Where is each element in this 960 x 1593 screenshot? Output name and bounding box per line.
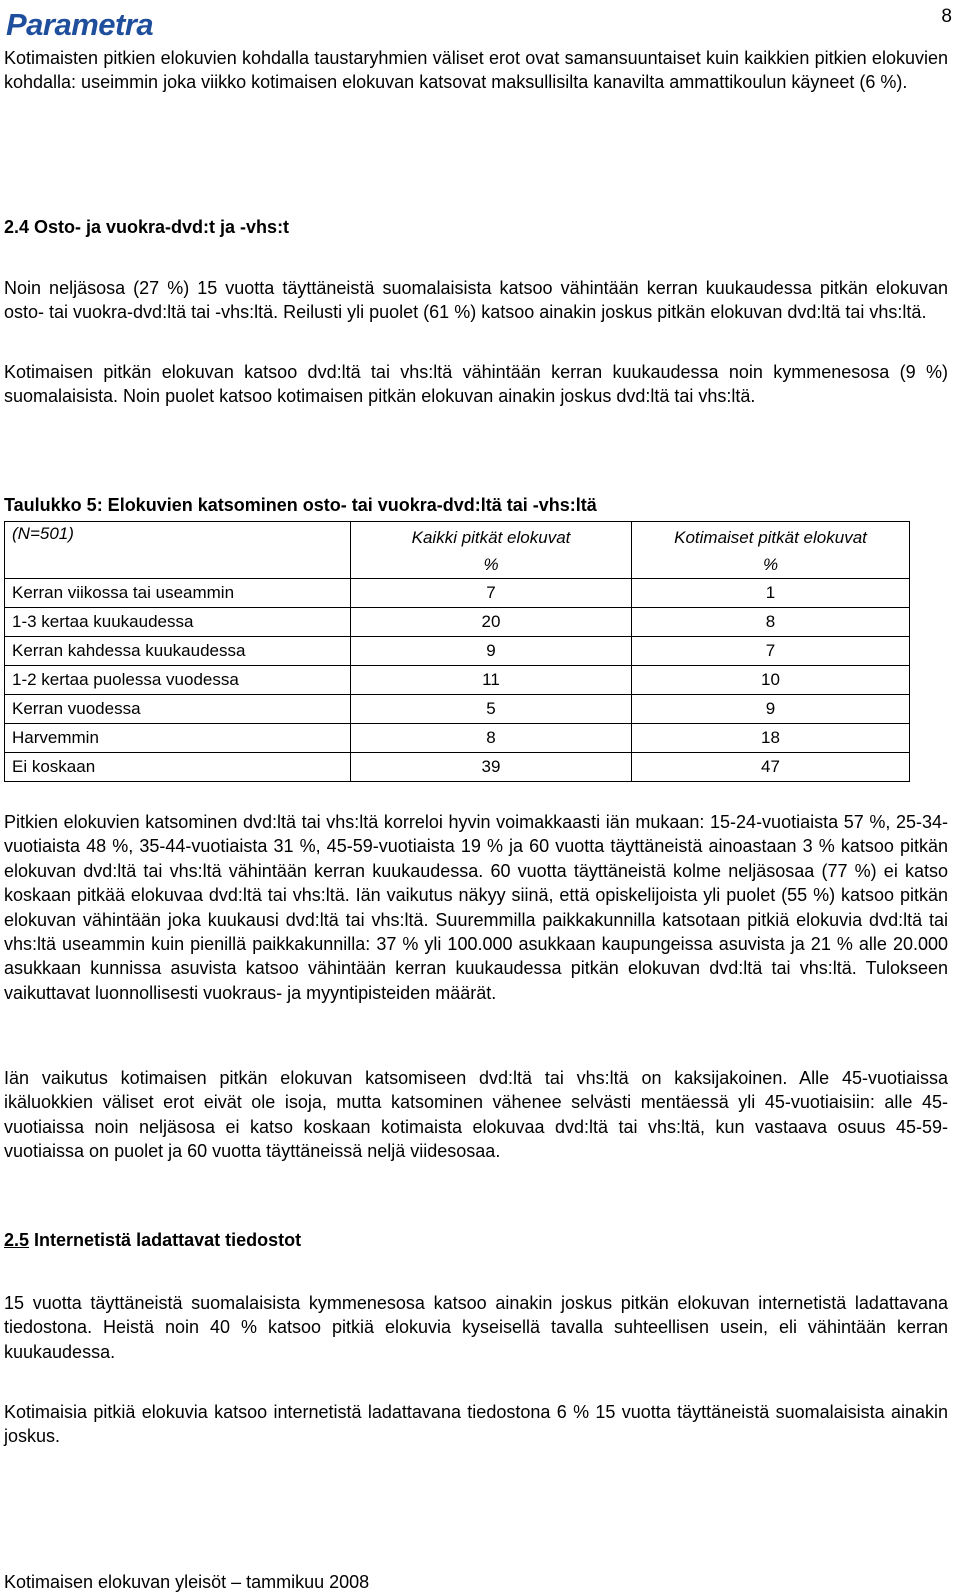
table-caption: Taulukko 5: Elokuvien katsominen osto- tai vuokra-dvd:ltä tai -vhs:ltä bbox=[4, 495, 597, 515]
table-header-row bbox=[5, 522, 910, 579]
section-2-5-paragraph-2: Kotimaisia pitkiä elokuvia katsoo internetistä ladattavana tiedostona 6 % 15 vuotta täyttäneistä suomalaisista ainakin joskus. bbox=[4, 1402, 948, 1447]
intro-paragraph: Kotimaisten pitkien elokuvien kohdalla taustaryhmien väliset erot ovat samansuuntaiset kuin kaikkien pitkien elokuvien kohdalla: useimmin joka viikko kotimaisen elokuvan katsovat maksullisilta kanavilta ammattikoulun käyneet (6 %). bbox=[4, 48, 948, 93]
domestic-films-value: 1 bbox=[632, 579, 910, 608]
row-label: Kerran vuodessa bbox=[5, 695, 351, 724]
table-row bbox=[5, 695, 910, 724]
row-label: Ei koskaan bbox=[5, 753, 351, 782]
table-row bbox=[5, 637, 910, 666]
section-heading-2-4: 2.4 Osto- ja vuokra-dvd:t ja -vhs:t bbox=[4, 217, 290, 237]
section-2-4-paragraph-1: Noin neljäsosa (27 %) 15 vuotta täyttäneistä suomalaisista katsoo vähintään kerran kuukaudessa pitkän elokuvan osto- tai vuokra-dvd:ltä tai -vhs:ltä. Reilusti yli puolet (61 %) katsoo ainakin joskus pitkän elokuvan dvd:ltä tai vhs:ltä. bbox=[4, 278, 948, 323]
section-heading-2-5 bbox=[4, 1230, 301, 1251]
section-2-5-paragraph-1: 15 vuotta täyttäneistä suomalaisista kymmenesosa katsoo ainakin joskus pitkän elokuvan internetistä ladattavana tiedostona. Heistä noin 40 % katsoo pitkiä elokuvia kyseisellä tavalla suhteellisen usein, eli vähintään kerran kuukaudessa. bbox=[4, 1293, 948, 1362]
col-all-films-header bbox=[351, 522, 632, 579]
viewing-frequency-table bbox=[4, 521, 910, 782]
table-row bbox=[5, 724, 910, 753]
logo-text: Parametra bbox=[6, 8, 154, 40]
all-films-value: 11 bbox=[351, 666, 632, 695]
all-films-value: 8 bbox=[351, 724, 632, 753]
row-label: Harvemmin bbox=[5, 724, 351, 753]
domestic-films-value: 9 bbox=[632, 695, 910, 724]
col-domestic-films-header bbox=[632, 522, 910, 579]
row-label: Kerran kahdessa kuukaudessa bbox=[5, 637, 351, 666]
section-2-5-number: 2.5 bbox=[4, 1230, 30, 1250]
section-2-4-paragraph-2: Kotimaisen pitkän elokuvan katsoo dvd:ltä tai vhs:ltä vähintään kerran kuukaudessa noin kymmenesosa (9 %) suomalaisista. Noin puolet katsoo kotimaisen pitkän elokuvan ainakin joskus dvd:ltä tai vhs:ltä. bbox=[4, 362, 948, 407]
domestic-films-value: 8 bbox=[632, 608, 910, 637]
n-label: (N=501) bbox=[5, 522, 351, 579]
row-label: Kerran viikossa tai useammin bbox=[5, 579, 351, 608]
table-row bbox=[5, 579, 910, 608]
page-footer: Kotimaisen elokuvan yleisöt – tammikuu 2008 bbox=[4, 1572, 370, 1592]
parametra-logo bbox=[6, 8, 158, 40]
col-all-films-label: Kaikki pitkät elokuvat bbox=[411, 528, 571, 547]
domestic-films-value: 47 bbox=[632, 753, 910, 782]
all-films-value: 20 bbox=[351, 608, 632, 637]
section-2-4-paragraph-3: Pitkien elokuvien katsominen dvd:ltä tai vhs:ltä korreloi hyvin voimakkaasti iän mukaan: 15-24-vuotiaista 57 %, 25-34-vuotiaista 48 %, 35-44-vuotiaista 31 %, 45-59-vuotiaista 19 % ja 60 vuotta täyttäneistä ainoastaan 3 % katsoo pitkän elokuvan dvd:ltä tai vhs:ltä vähintään kerran kuukaudessa. 60 vuotta täyttäneistä kolme neljäsosaa (77 %) ei katso koskaan pitkää elokuvaa dvd:ltä tai vhs:ltä. Iän vaikutus näkyy siinä, että opiskelijoista yli puolet (55 %) katsoo pitkän elokuvan vähintään joka kuukausi dvd:ltä tai vhs:ltä. Suuremmilla paikkakunnilla katsotaan pitkiä elokuvia dvd:ltä tai vhs:ltä useammin kuin pienillä paikkakunnilla: 37 % yli 100.000 asukkaan kaupungeissa asuvista ja 21 % alle 20.000 asukkaan kunnissa asuvista katsoo vähintään kerran kuukaudessa pitkän elokuvan dvd:ltä tai vhs:ltä. Tulokseen vaikuttavat luonnollisesti vuokraus- ja myyntipisteiden määrät. bbox=[4, 812, 948, 1003]
all-films-value: 7 bbox=[351, 579, 632, 608]
all-films-value: 5 bbox=[351, 695, 632, 724]
row-label: 1-2 kertaa puolessa vuodessa bbox=[5, 666, 351, 695]
all-films-value: 39 bbox=[351, 753, 632, 782]
section-2-4-paragraph-4: Iän vaikutus kotimaisen pitkän elokuvan katsomiseen dvd:ltä tai vhs:ltä on kaksijakoinen. Alle 45-vuotiaissa ikäluokkien väliset erot eivät ole isoja, mutta katsominen vähenee selvästi mentäessä yli 45-vuotiaisiin: alle 45-vuotiaissa noin neljäsosa ei katso koskaan kotimaista elokuvaa dvd:ltä tai vhs:ltä, kun vastaava osuus 45-59-vuotiaissa on puolet ja 60 vuotta täyttäneissä neljä viidesosaa. bbox=[4, 1068, 948, 1162]
col-domestic-films-unit: % bbox=[762, 555, 779, 574]
domestic-films-value: 7 bbox=[632, 637, 910, 666]
all-films-value: 9 bbox=[351, 637, 632, 666]
section-2-5-title: Internetistä ladattavat tiedostot bbox=[34, 1230, 302, 1250]
domestic-films-value: 18 bbox=[632, 724, 910, 753]
table-row bbox=[5, 608, 910, 637]
table-row bbox=[5, 666, 910, 695]
row-label: 1-3 kertaa kuukaudessa bbox=[5, 608, 351, 637]
table-row bbox=[5, 753, 910, 782]
col-all-films-unit: % bbox=[483, 555, 499, 574]
domestic-films-value: 10 bbox=[632, 666, 910, 695]
page-number: 8 bbox=[941, 6, 952, 27]
col-domestic-films-label: Kotimaiset pitkät elokuvat bbox=[674, 528, 867, 547]
